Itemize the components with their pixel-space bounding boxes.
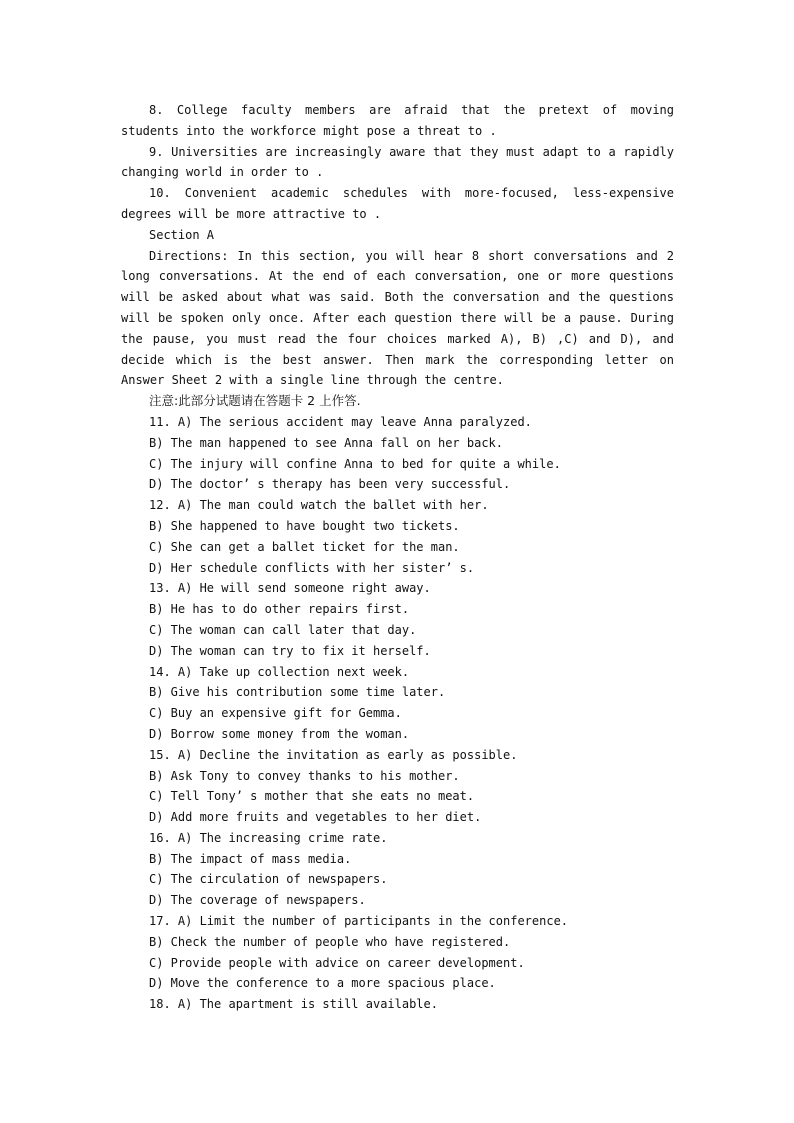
choice-line: C) Buy an expensive gift for Gemma. (149, 706, 402, 721)
choice-line: 16. A) The increasing crime rate. (149, 830, 388, 845)
choice-line: D) Her schedule conflicts with her sister’ s. (149, 560, 475, 575)
choice-line: B) He has to do other repairs first. (149, 602, 410, 617)
choice-line: D) The doctor’ s therapy has been very successful. (149, 477, 511, 492)
choice-line: D) Move the conference to a more spacious place. (149, 976, 496, 991)
choice-line: D) The woman can try to fix it herself. (149, 643, 431, 658)
choice-line: 14. A) Take up collection next week. (149, 664, 410, 679)
section-title: Section A (149, 227, 215, 242)
choice-line: 13. A) He will send someone right away. (149, 581, 431, 596)
choice-line: B) Give his contribution some time later. (149, 685, 446, 700)
choice-line: C) Provide people with advice on career development. (149, 955, 525, 970)
document-page (121, 100, 674, 1015)
choice-line: D) Borrow some money from the woman. (149, 726, 410, 741)
choice-line: 11. A) The serious accident may leave Anna paralyzed. (149, 414, 532, 429)
choice-line: B) Ask Tony to convey thanks to his mother. (149, 768, 460, 783)
choice-line: C) She can get a ballet ticket for the man. (149, 539, 460, 554)
question-10: 10. Convenient academic schedules with more-focused, less-expensive degrees will be more attractive to . (121, 186, 674, 221)
choice-line: D) Add more fruits and vegetables to her diet. (149, 810, 482, 825)
choice-line: 18. A) The apartment is still available. (149, 997, 438, 1012)
choice-line: B) She happened to have bought two tickets. (149, 518, 460, 533)
choice-line: 15. A) Decline the invitation as early as possible. (149, 747, 518, 762)
choice-line: D) The coverage of newspapers. (149, 893, 366, 908)
choice-line: C) The circulation of newspapers. (149, 872, 388, 887)
choice-list (121, 412, 674, 1015)
choice-line: B) Check the number of people who have registered. (149, 934, 511, 949)
choice-line: B) The impact of mass media. (149, 851, 352, 866)
choice-line: B) The man happened to see Anna fall on her back. (149, 435, 504, 450)
choice-line: C) The injury will confine Anna to bed for quite a while. (149, 456, 561, 471)
choice-line: 17. A) Limit the number of participants in the conference. (149, 914, 569, 929)
choice-line: C) Tell Tony’ s mother that she eats no meat. (149, 789, 475, 804)
question-8: 8. College faculty members are afraid that the pretext of moving students into the workforce might pose a threat to . (121, 103, 674, 138)
question-9: 9. Universities are increasingly aware that they must adapt to a rapidly changing world in order to . (121, 144, 674, 180)
directions: Directions: In this section, you will hear 8 short conversations and 2 long conversations. At the end of each conversation, one or more questions will be asked about what was said. Both the conversation and the questions will be spoken only once. After each question there will be a pause. During the pause, you must read the four choices marked A), B) ,C) and D), and decide which is the best answer. Then mark the corresponding letter on Answer Sheet 2 with a single line through the centre. (121, 248, 674, 388)
choice-line: 12. A) The man could watch the ballet with her. (149, 498, 489, 513)
choice-line: C) The woman can call later that day. (149, 622, 417, 637)
answer-sheet-note: 注意:此部分试题请在答题卡 2 上作答. (149, 393, 361, 409)
